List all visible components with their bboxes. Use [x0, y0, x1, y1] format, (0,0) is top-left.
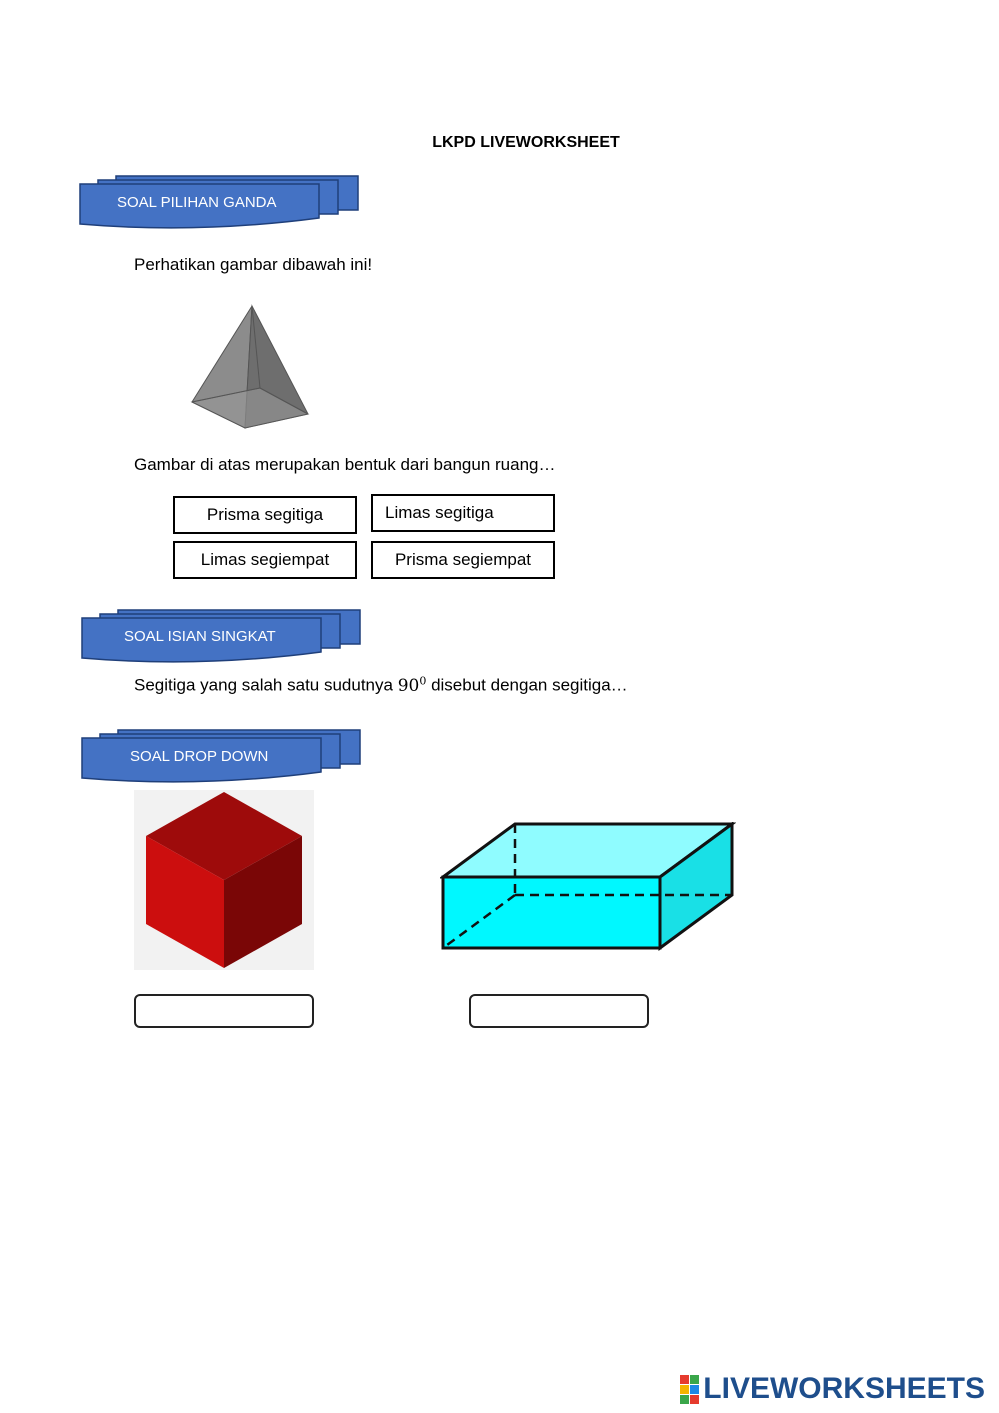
page-title: LKPD LIVEWORKSHEET	[432, 134, 620, 151]
dropdown-answer-cuboid[interactable]	[469, 994, 649, 1028]
option-limas-segiempat[interactable]: Limas segiempat	[173, 541, 357, 579]
section-label: SOAL PILIHAN GANDA	[117, 194, 277, 211]
cube-image	[134, 790, 314, 970]
instruction-text: Perhatikan gambar dibawah ini!	[134, 255, 373, 274]
pyramid-image	[190, 304, 310, 432]
question-part-after: disebut dengan segitiga…	[431, 675, 628, 695]
section-banner-isian-singkat	[80, 608, 370, 668]
section-banner-pilihan-ganda	[78, 174, 368, 234]
cuboid-image	[440, 822, 736, 952]
question-part-before: Segitiga yang salah satu sudutnya	[134, 675, 393, 695]
section-label: SOAL DROP DOWN	[130, 748, 269, 765]
option-prisma-segitiga[interactable]: Prisma segitiga	[173, 496, 357, 534]
section-banner-drop-down	[80, 728, 370, 788]
logo-icon	[680, 1375, 699, 1404]
short-answer-question	[134, 674, 628, 696]
logo-text: LIVEWORKSHEETS	[703, 1372, 985, 1405]
liveworksheets-logo	[680, 1372, 985, 1406]
question-text: Gambar di atas merupakan bentuk dari bangun ruang…	[134, 455, 556, 474]
section-label: SOAL ISIAN SINGKAT	[124, 628, 276, 645]
angle-value	[398, 676, 427, 696]
dropdown-answer-cube[interactable]	[134, 994, 314, 1028]
angle-number: 90	[397, 675, 420, 696]
option-prisma-segiempat[interactable]: Prisma segiempat	[371, 541, 555, 579]
angle-superscript: 0	[419, 674, 427, 687]
option-limas-segitiga[interactable]: Limas segitiga	[371, 494, 555, 532]
